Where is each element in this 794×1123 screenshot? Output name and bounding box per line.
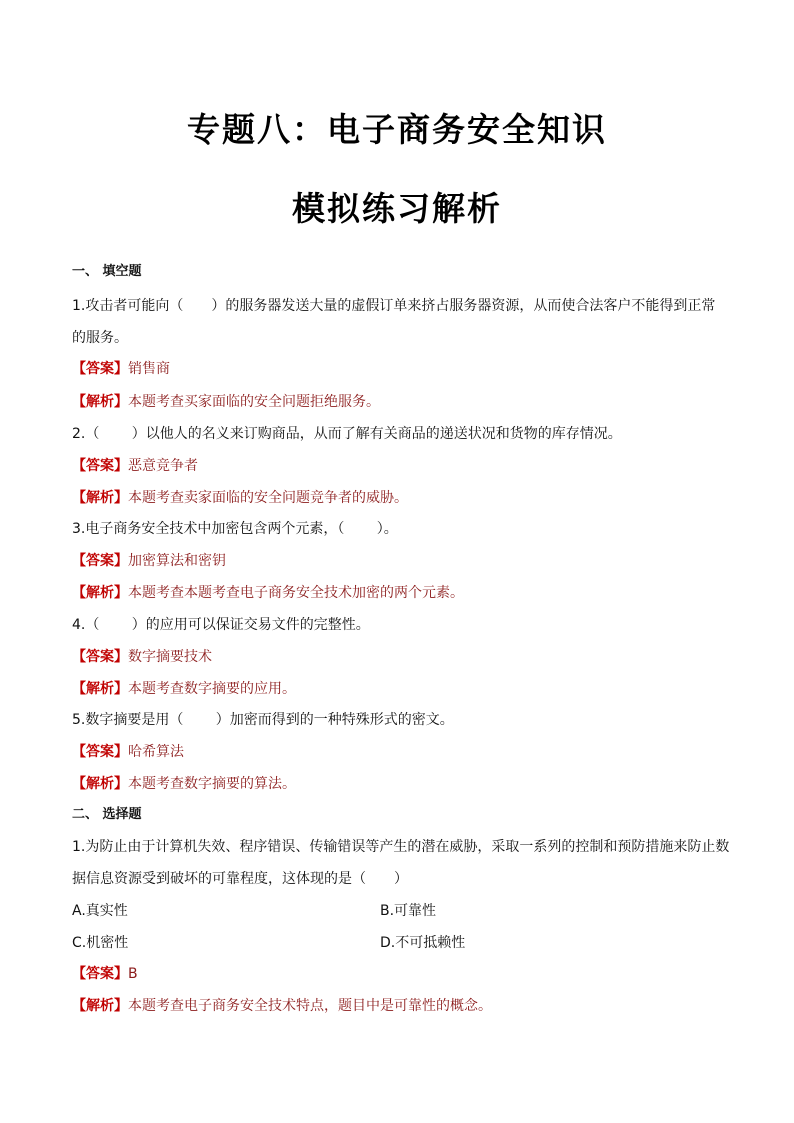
question-5-text: 5.数字摘要是用（ ）加密而得到的一种特殊形式的密文。 — [72, 712, 454, 728]
answer-value: 加密算法和密钥 — [128, 553, 226, 569]
analysis-text: 本题考查卖家面临的安全问题竞争者的威胁。 — [128, 490, 408, 506]
question-2-answer — [72, 456, 726, 476]
answer-tag: 【答案】 — [72, 553, 128, 569]
option-a: A.真实性 — [72, 903, 128, 919]
analysis-text: 本题考查数字摘要的应用。 — [128, 681, 296, 697]
answer-tag: 【答案】 — [72, 649, 128, 665]
document-title: 专题八：电子商务安全知识 — [187, 110, 607, 149]
choice-question-1-analysis — [72, 996, 726, 1016]
analysis-text: 本题考查买家面临的安全问题拒绝服务。 — [128, 394, 380, 410]
option-b: B.可靠性 — [380, 903, 437, 919]
section-heading-choice: 二、 选择题 — [72, 807, 142, 822]
question-1-analysis — [72, 392, 726, 412]
choice-question-1-answer — [72, 964, 726, 984]
question-5-analysis — [72, 774, 726, 794]
analysis-tag: 【解析】 — [72, 585, 128, 601]
question-1-text-cont: 的服务。 — [72, 330, 128, 346]
choice-question-1-text: 1.为防止由于计算机失效、程序错误、传输错误等产生的潜在威胁，采取一系列的控制和预防措施来防止数 — [72, 839, 730, 855]
answer-tag: 【答案】 — [72, 458, 128, 474]
answer-tag: 【答案】 — [72, 744, 128, 760]
question-4-text: 4.（ ）的应用可以保证交易文件的完整性。 — [72, 617, 370, 633]
question-2-analysis — [72, 488, 726, 508]
question-1-text: 1.攻击者可能向（ ）的服务器发送大量的虚假订单来挤占服务器资源，从而使合法客户不能得到正常 — [72, 298, 716, 314]
option-c: C.机密性 — [72, 935, 129, 951]
choice-question-1-text-cont: 据信息资源受到破坏的可靠程度，这体现的是（ ） — [72, 871, 408, 887]
analysis-tag: 【解析】 — [72, 681, 128, 697]
answer-tag: 【答案】 — [72, 966, 128, 982]
question-2-text: 2.（ ）以他人的名义来订购商品，从而了解有关商品的递送状况和货物的库存情况。 — [72, 426, 622, 442]
answer-value: B — [128, 966, 138, 982]
question-4-analysis — [72, 679, 726, 699]
answer-tag: 【答案】 — [72, 361, 128, 377]
analysis-tag: 【解析】 — [72, 776, 128, 792]
option-d: D.不可抵赖性 — [380, 935, 466, 951]
analysis-text: 本题考查数字摘要的算法。 — [128, 776, 296, 792]
question-3-text: 3.电子商务安全技术中加密包含两个元素，（ ）。 — [72, 521, 398, 537]
question-1-answer — [72, 359, 726, 379]
question-5-answer — [72, 742, 726, 762]
question-4-answer — [72, 647, 726, 667]
answer-value: 数字摘要技术 — [128, 649, 212, 665]
answer-value: 哈希算法 — [128, 744, 184, 760]
analysis-text: 本题考查本题考查电子商务安全技术加密的两个元素。 — [128, 585, 464, 601]
answer-value: 恶意竞争者 — [128, 458, 198, 474]
document-subtitle: 模拟练习解析 — [292, 189, 502, 228]
question-3-answer — [72, 551, 726, 571]
analysis-tag: 【解析】 — [72, 998, 128, 1014]
analysis-tag: 【解析】 — [72, 394, 128, 410]
analysis-text: 本题考查电子商务安全技术特点，题目中是可靠性的概念。 — [128, 998, 492, 1014]
question-3-analysis — [72, 583, 726, 603]
analysis-tag: 【解析】 — [72, 490, 128, 506]
answer-value: 销售商 — [128, 361, 170, 377]
section-heading-fill-in: 一、 填空题 — [72, 264, 142, 279]
